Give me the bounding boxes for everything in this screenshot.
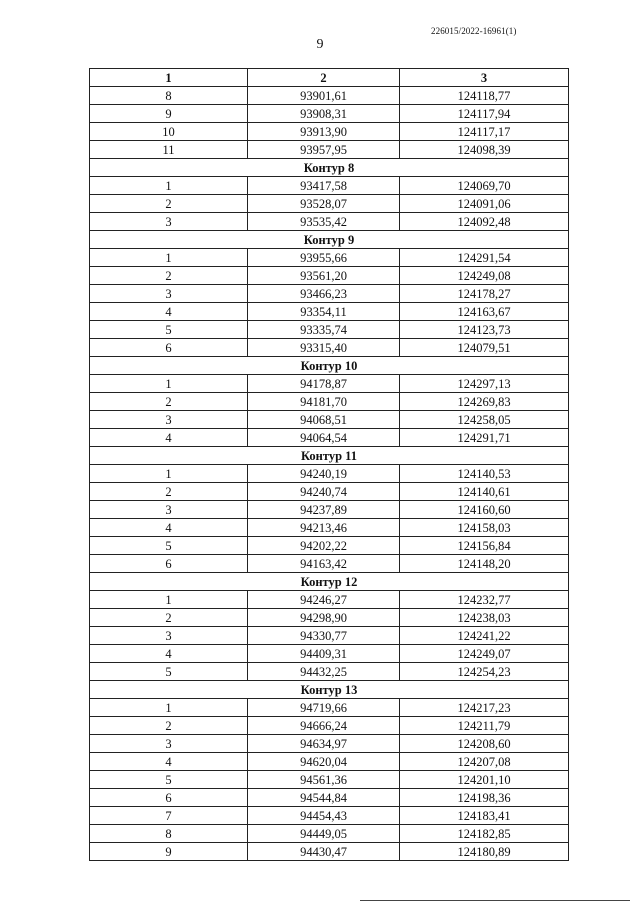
- table-row: [90, 285, 569, 303]
- y-coordinate-cell: 124117,94: [400, 105, 569, 123]
- y-coordinate-cell: 124269,83: [400, 393, 569, 411]
- table-row: [90, 411, 569, 429]
- x-coordinate-cell: 94163,42: [248, 555, 400, 573]
- header-col-3: 3: [400, 69, 569, 87]
- table-row: [90, 87, 569, 105]
- y-coordinate-cell: 124180,89: [400, 843, 569, 861]
- x-coordinate-cell: 94202,22: [248, 537, 400, 555]
- point-number-cell: 8: [90, 87, 248, 105]
- section-heading: Контур 12: [90, 573, 569, 591]
- y-coordinate-cell: 124291,54: [400, 249, 569, 267]
- y-coordinate-cell: 124163,67: [400, 303, 569, 321]
- table-row: [90, 375, 569, 393]
- table-row: [90, 807, 569, 825]
- y-coordinate-cell: 124160,60: [400, 501, 569, 519]
- section-row: [90, 681, 569, 699]
- x-coordinate-cell: 94240,19: [248, 465, 400, 483]
- section-heading: Контур 11: [90, 447, 569, 465]
- page-number: 9: [316, 37, 324, 52]
- y-coordinate-cell: 124117,17: [400, 123, 569, 141]
- section-heading: Контур 9: [90, 231, 569, 249]
- section-row: [90, 357, 569, 375]
- x-coordinate-cell: 94064,54: [248, 429, 400, 447]
- y-coordinate-cell: 124183,41: [400, 807, 569, 825]
- table-row: [90, 483, 569, 501]
- x-coordinate-cell: 93957,95: [248, 141, 400, 159]
- y-coordinate-cell: 124254,23: [400, 663, 569, 681]
- x-coordinate-cell: 93466,23: [248, 285, 400, 303]
- y-coordinate-cell: 124198,36: [400, 789, 569, 807]
- table-row: [90, 753, 569, 771]
- y-coordinate-cell: 124217,23: [400, 699, 569, 717]
- point-number-cell: 1: [90, 465, 248, 483]
- x-coordinate-cell: 94246,27: [248, 591, 400, 609]
- table-header: [90, 69, 569, 87]
- table-row: [90, 465, 569, 483]
- table-row: [90, 771, 569, 789]
- table-row: [90, 321, 569, 339]
- x-coordinate-cell: 93901,61: [248, 87, 400, 105]
- x-coordinate-cell: 94213,46: [248, 519, 400, 537]
- table-row: [90, 663, 569, 681]
- table-row: [90, 627, 569, 645]
- x-coordinate-cell: 94240,74: [248, 483, 400, 501]
- point-number-cell: 3: [90, 285, 248, 303]
- table-row: [90, 303, 569, 321]
- y-coordinate-cell: 124201,10: [400, 771, 569, 789]
- y-coordinate-cell: 124291,71: [400, 429, 569, 447]
- table-row: [90, 213, 569, 231]
- point-number-cell: 11: [90, 141, 248, 159]
- table-row: [90, 843, 569, 861]
- point-number-cell: 4: [90, 303, 248, 321]
- y-coordinate-cell: 124208,60: [400, 735, 569, 753]
- table-row: [90, 141, 569, 159]
- point-number-cell: 2: [90, 717, 248, 735]
- table-row: [90, 609, 569, 627]
- x-coordinate-cell: 93913,90: [248, 123, 400, 141]
- point-number-cell: 2: [90, 393, 248, 411]
- table-row: [90, 825, 569, 843]
- header-row: [90, 69, 569, 87]
- point-number-cell: 5: [90, 663, 248, 681]
- point-number-cell: 4: [90, 519, 248, 537]
- point-number-cell: 1: [90, 591, 248, 609]
- point-number-cell: 4: [90, 429, 248, 447]
- section-heading: Контур 13: [90, 681, 569, 699]
- section-heading: Контур 8: [90, 159, 569, 177]
- x-coordinate-cell: 94454,43: [248, 807, 400, 825]
- table-row: [90, 105, 569, 123]
- table-row: [90, 195, 569, 213]
- section-heading: Контур 10: [90, 357, 569, 375]
- y-coordinate-cell: 124091,06: [400, 195, 569, 213]
- x-coordinate-cell: 93528,07: [248, 195, 400, 213]
- x-coordinate-cell: 94068,51: [248, 411, 400, 429]
- table-body: [90, 87, 569, 861]
- table-row: [90, 429, 569, 447]
- section-row: [90, 447, 569, 465]
- table-row: [90, 123, 569, 141]
- table-row: [90, 177, 569, 195]
- x-coordinate-cell: 94449,05: [248, 825, 400, 843]
- point-number-cell: 1: [90, 177, 248, 195]
- y-coordinate-cell: 124207,08: [400, 753, 569, 771]
- point-number-cell: 10: [90, 123, 248, 141]
- table-row: [90, 339, 569, 357]
- y-coordinate-cell: 124092,48: [400, 213, 569, 231]
- y-coordinate-cell: 124238,03: [400, 609, 569, 627]
- y-coordinate-cell: 124079,51: [400, 339, 569, 357]
- x-coordinate-cell: 93535,42: [248, 213, 400, 231]
- y-coordinate-cell: 124140,61: [400, 483, 569, 501]
- point-number-cell: 4: [90, 645, 248, 663]
- x-coordinate-cell: 94634,97: [248, 735, 400, 753]
- point-number-cell: 1: [90, 249, 248, 267]
- x-coordinate-cell: 94561,36: [248, 771, 400, 789]
- x-coordinate-cell: 94178,87: [248, 375, 400, 393]
- point-number-cell: 3: [90, 411, 248, 429]
- x-coordinate-cell: 94330,77: [248, 627, 400, 645]
- x-coordinate-cell: 94432,25: [248, 663, 400, 681]
- x-coordinate-cell: 94181,70: [248, 393, 400, 411]
- point-number-cell: 3: [90, 627, 248, 645]
- y-coordinate-cell: 124211,79: [400, 717, 569, 735]
- section-row: [90, 231, 569, 249]
- point-number-cell: 9: [90, 843, 248, 861]
- x-coordinate-cell: 94719,66: [248, 699, 400, 717]
- table-row: [90, 699, 569, 717]
- y-coordinate-cell: 124069,70: [400, 177, 569, 195]
- point-number-cell: 3: [90, 501, 248, 519]
- point-number-cell: 5: [90, 321, 248, 339]
- x-coordinate-cell: 93315,40: [248, 339, 400, 357]
- point-number-cell: 2: [90, 609, 248, 627]
- y-coordinate-cell: 124156,84: [400, 537, 569, 555]
- x-coordinate-cell: 94409,31: [248, 645, 400, 663]
- x-coordinate-cell: 93955,66: [248, 249, 400, 267]
- point-number-cell: 6: [90, 339, 248, 357]
- point-number-cell: 2: [90, 195, 248, 213]
- point-number-cell: 5: [90, 771, 248, 789]
- y-coordinate-cell: 124158,03: [400, 519, 569, 537]
- y-coordinate-cell: 124249,08: [400, 267, 569, 285]
- y-coordinate-cell: 124249,07: [400, 645, 569, 663]
- point-number-cell: 3: [90, 735, 248, 753]
- table-row: [90, 249, 569, 267]
- x-coordinate-cell: 93561,20: [248, 267, 400, 285]
- y-coordinate-cell: 124098,39: [400, 141, 569, 159]
- y-coordinate-cell: 124118,77: [400, 87, 569, 105]
- y-coordinate-cell: 124258,05: [400, 411, 569, 429]
- point-number-cell: 6: [90, 789, 248, 807]
- x-coordinate-cell: 93354,11: [248, 303, 400, 321]
- point-number-cell: 5: [90, 537, 248, 555]
- y-coordinate-cell: 124241,22: [400, 627, 569, 645]
- x-coordinate-cell: 94620,04: [248, 753, 400, 771]
- table-row: [90, 393, 569, 411]
- table-row: [90, 789, 569, 807]
- y-coordinate-cell: 124297,13: [400, 375, 569, 393]
- point-number-cell: 9: [90, 105, 248, 123]
- y-coordinate-cell: 124232,77: [400, 591, 569, 609]
- x-coordinate-cell: 93417,58: [248, 177, 400, 195]
- document-id: 226015/2022-16961(1): [431, 26, 517, 36]
- footer-rule: [360, 900, 630, 901]
- header-col-1: 1: [90, 69, 248, 87]
- point-number-cell: 6: [90, 555, 248, 573]
- table-row: [90, 717, 569, 735]
- table-row: [90, 555, 569, 573]
- section-row: [90, 159, 569, 177]
- point-number-cell: 1: [90, 699, 248, 717]
- x-coordinate-cell: 93335,74: [248, 321, 400, 339]
- point-number-cell: 3: [90, 213, 248, 231]
- y-coordinate-cell: 124178,27: [400, 285, 569, 303]
- x-coordinate-cell: 93908,31: [248, 105, 400, 123]
- table-row: [90, 519, 569, 537]
- x-coordinate-cell: 94430,47: [248, 843, 400, 861]
- point-number-cell: 2: [90, 483, 248, 501]
- table-row: [90, 735, 569, 753]
- y-coordinate-cell: 124123,73: [400, 321, 569, 339]
- table-row: [90, 537, 569, 555]
- coordinates-table: [89, 68, 569, 861]
- table-row: [90, 267, 569, 285]
- y-coordinate-cell: 124148,20: [400, 555, 569, 573]
- table-row: [90, 501, 569, 519]
- point-number-cell: 2: [90, 267, 248, 285]
- x-coordinate-cell: 94666,24: [248, 717, 400, 735]
- point-number-cell: 7: [90, 807, 248, 825]
- x-coordinate-cell: 94298,90: [248, 609, 400, 627]
- table-row: [90, 591, 569, 609]
- header-col-2: 2: [248, 69, 400, 87]
- x-coordinate-cell: 94237,89: [248, 501, 400, 519]
- point-number-cell: 8: [90, 825, 248, 843]
- y-coordinate-cell: 124182,85: [400, 825, 569, 843]
- y-coordinate-cell: 124140,53: [400, 465, 569, 483]
- x-coordinate-cell: 94544,84: [248, 789, 400, 807]
- table-row: [90, 645, 569, 663]
- point-number-cell: 4: [90, 753, 248, 771]
- section-row: [90, 573, 569, 591]
- point-number-cell: 1: [90, 375, 248, 393]
